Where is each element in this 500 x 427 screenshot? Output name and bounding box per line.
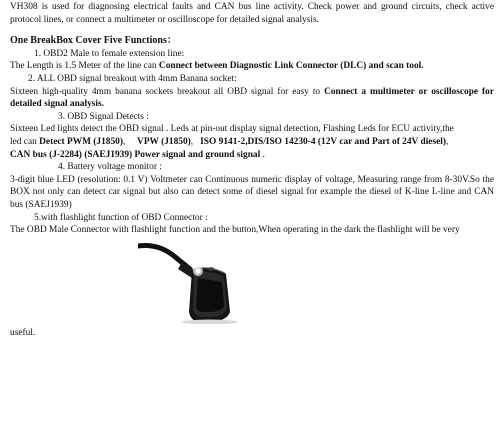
function-3-line-1: Sixteen Led lights detect the OBD signal . Leds at pin-out display signal detection, Flashing Leds for ECU activity,the <box>10 124 454 135</box>
function-3-line-2: led can Detect PWM (J1850), VPW (J1850), ISO 9141-2,DIS/ISO 14230-4 (12V car and Part of 24V diesel), <box>10 136 449 147</box>
function-4-text: 3-digit blue LED (resolution: 0.1 V) Voltmeter can Continuous numeric display of voltage, Measuring range from 8-30V.So the BOX not only can detect car signal but also can detect some of diesel signal for example the diesel of K-line L-line and CAN bus (SAEJ1939) <box>10 174 494 210</box>
document-page <box>10 1 494 339</box>
function-4-title: 4. Battery voltage monitor : <box>58 162 162 173</box>
functions-heading: One BreakBox Cover Five Functions： <box>10 35 177 47</box>
product-photo-area <box>10 238 494 326</box>
function-2-title: 2. ALL OBD signal breakout with 4mm Banana socket: <box>28 73 237 84</box>
function-1-title: 1. OBD2 Male to female extension line: <box>34 48 185 59</box>
function-3-line-3: CAN bus (J-2284) (SAEJ1939) Power signal and ground signal . <box>10 149 265 160</box>
function-5-title: 5.with flashlight function of OBD Connector : <box>34 212 208 223</box>
function-2-text: Sixteen high-quality 4mm banana sockets breakout all OBD signal for easy to Connect a multimeter or oscilloscope for detailed signal analysis. <box>10 86 494 110</box>
obd-connector-flashlight-image <box>138 238 270 324</box>
function-3-title: 3. OBD Signal Detects : <box>58 111 149 122</box>
function-5-text-end: useful. <box>10 327 36 338</box>
function-5-text: The OBD Male Connector with flashlight function and the button,When operating in the dark the flashlight will be very <box>10 225 460 236</box>
intro-paragraph: VH308 is used for diagnosing electrical faults and CAN bus line activity. Check power and ground circuits, check active protocol lines, or connect a multimeter or oscilloscope for detailed signal analysis. <box>10 2 494 25</box>
function-1-text: The Length is 1.5 Meter of the line can Connect between Diagnostic Link Connector (DLC) and scan tool. <box>10 61 424 72</box>
